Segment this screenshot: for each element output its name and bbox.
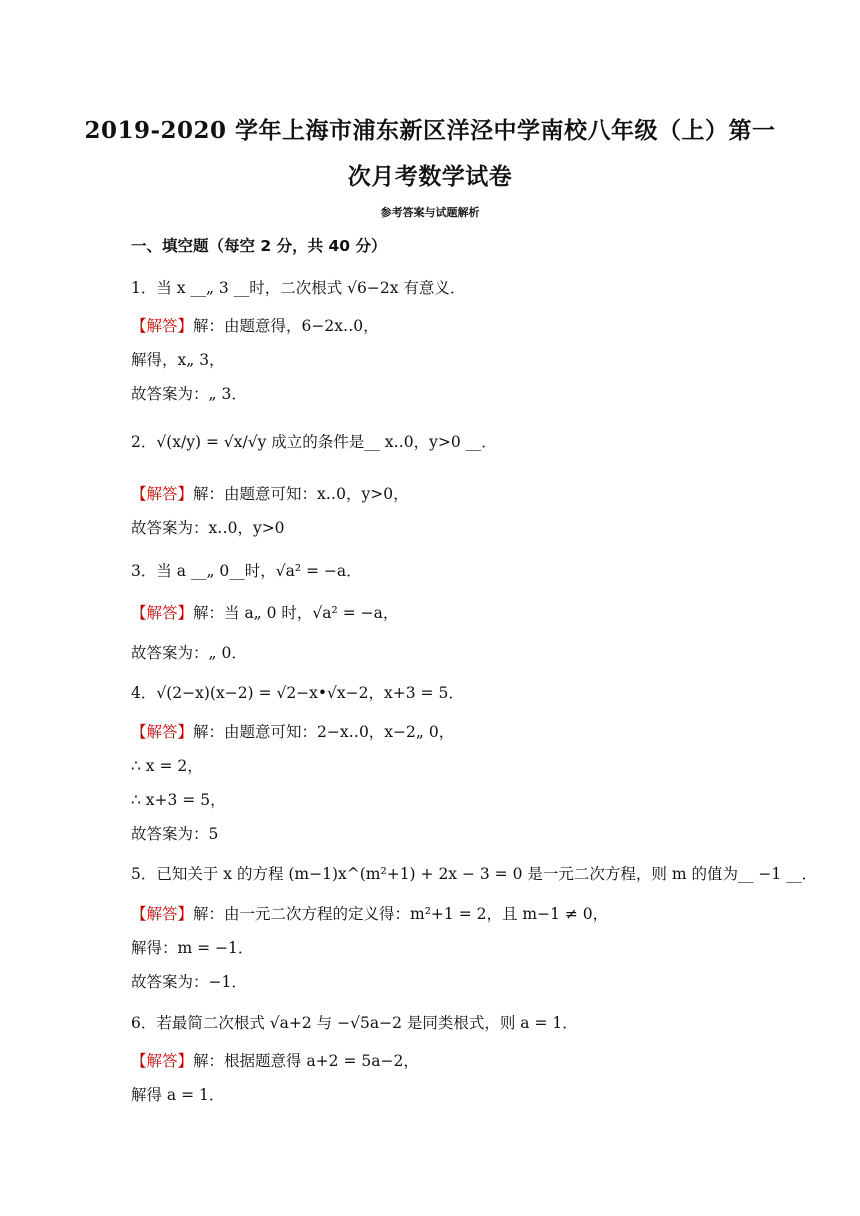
question-4: 4．√(2−x)(x−2) = √2−x•√x−2，x+3 = 5． [131,684,464,702]
answer-text: 解：由题意得，6−2x‥0， [193,317,379,335]
question-1: 1．当 x __„ 3 __时，二次根式 √6−2x 有意义． [131,279,466,297]
question-3: 3．当 a __„ 0__时，√a² = −a． [131,562,362,580]
answer-tag: 【解答】 [131,604,194,622]
answer-5-line-3: 故答案为：−1． [131,973,247,991]
question-2: 2．√(x/y) = √x/√y 成立的条件是__ x‥0，y>0 __． [131,433,497,451]
answer-1-line-2: 解得，x„ 3， [131,351,225,369]
answer-5-line-2: 解得：m = −1． [131,939,254,957]
answer-tag: 【解答】 [131,317,194,335]
answer-text: 解：由题意可知：x‥0，y>0， [193,485,409,503]
answer-2-line-1 [131,482,409,504]
answer-1-line-3: 故答案为：„ 3． [131,385,247,403]
document-title-line-1: 2019-2020 学年上海市浦东新区洋泾中学南校八年级（上）第一 [84,117,776,144]
answer-6-line-1 [131,1049,419,1071]
answer-3-line-1 [131,601,398,623]
answer-3-line-2: 故答案为：„ 0． [131,644,247,662]
question-6: 6．若最简二次根式 √a+2 与 −√5a−2 是同类根式，则 a = 1． [131,1014,578,1032]
answer-6-line-2: 解得 a = 1． [131,1086,225,1104]
answer-4-line-3: ∴ x+3 = 5， [131,791,226,809]
answer-1-line-1 [131,314,379,336]
document-subtitle: 参考答案与试题解析 [380,206,480,219]
answer-tag: 【解答】 [131,485,194,503]
answer-tag: 【解答】 [131,723,194,741]
answer-text: 解：根据题意得 a+2 = 5a−2， [193,1052,419,1070]
answer-tag: 【解答】 [131,1052,194,1070]
answer-2-line-2: 故答案为：x‥0，y>0 [131,519,285,537]
answer-tag: 【解答】 [131,905,194,923]
question-5: 5．已知关于 x 的方程 (m−1)x^(m²+1) + 2x − 3 = 0 是一元二次方程，则 m 的值为__ −1 __． [131,865,818,883]
answer-text: 解：当 a„ 0 时，√a² = −a， [193,604,399,622]
answer-text: 解：由题意可知：2−x‥0，x−2„ 0， [193,723,455,741]
answer-4-line-1 [131,720,454,742]
answer-4-line-4: 故答案为：5 [131,825,219,843]
document-title-line-2: 次月考数学试卷 [347,163,513,190]
answer-4-line-2: ∴ x = 2， [131,757,203,775]
answer-text: 解：由一元二次方程的定义得：m²+1 = 2，且 m−1 ≠ 0， [193,905,609,923]
answer-5-line-1 [131,902,608,924]
section-heading: 一、填空题（每空 2 分，共 40 分） [131,237,387,255]
